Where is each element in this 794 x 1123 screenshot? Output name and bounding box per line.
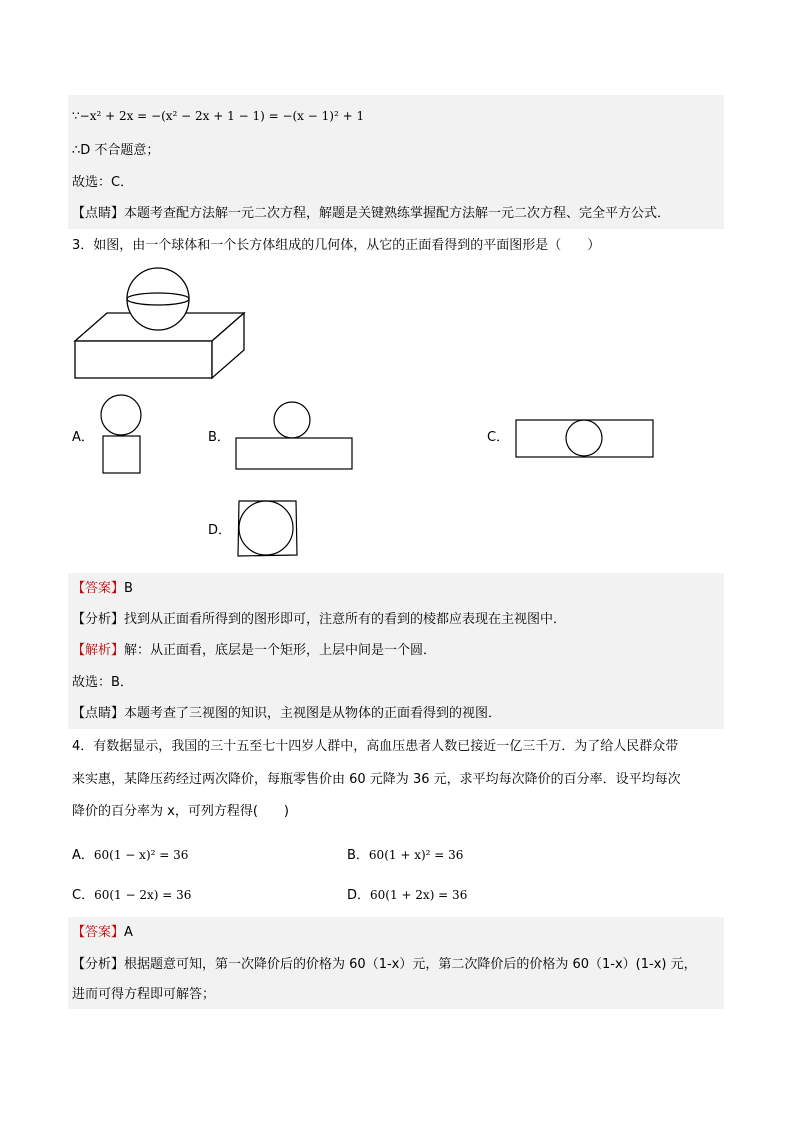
comment-tag: 【点睛】 <box>72 206 125 221</box>
q4-stem-line-1: 4．有数据显示，我国的三十五至七十四岁人群中，高血压患者人数已接近一亿三千万．为了给人民群众带 <box>72 739 679 754</box>
option-label: C． <box>72 888 95 903</box>
q3-option-d-figure <box>234 497 304 561</box>
q3-option-d-label: D． <box>208 523 232 538</box>
q3-option-c-figure <box>512 417 662 467</box>
q3-option-b-label: B． <box>208 430 230 445</box>
q3-stem: 3．如图，由一个球体和一个长方体组成的几何体，从它的正面看得到的平面图形是（ ） <box>72 238 601 253</box>
comment-text: 本题考查配方法解一元二次方程，解题是关键熟练掌握配方法解一元二次方程、完全平方公式． <box>124 206 671 221</box>
prev-comment <box>72 204 670 224</box>
option-expr: 60(1 − 2x) = 36 <box>94 888 192 902</box>
analysis-text: 找到从正面看所得到的图形即可，注意所有的看到的棱都应表现在主视图中． <box>124 612 567 627</box>
q4-stem-line-2: 来实惠，某降压药经过两次降价，每瓶零售价由 60 元降为 36 元，求平均每次降价的百分率．设平均每次 <box>72 772 681 787</box>
answer-value: A <box>124 925 133 940</box>
q3-analysis <box>72 610 566 630</box>
q4-option-b <box>347 845 463 866</box>
option-label: A． <box>72 848 94 863</box>
option-expr: 60(1 + 2x) = 36 <box>370 888 468 902</box>
prev-math-line: ∵−x² + 2x = −(x² − 2x + 1 − 1) = −(x − 1)² + 1 <box>72 109 365 123</box>
comment-tag: 【点睛】 <box>72 706 125 721</box>
q4-answer <box>72 923 133 943</box>
q4-option-a <box>72 845 188 866</box>
q4-option-c <box>72 885 191 906</box>
answer-value: B <box>124 581 133 596</box>
analysis-tag: 【分析】 <box>72 612 125 627</box>
analysis-text: 根据题意可知，第一次降价后的价格为 60（1-x）元，第二次降价后的价格为 60（1-x）(1-x) 元， <box>124 957 697 972</box>
option-label: D． <box>347 888 371 903</box>
q4-analysis-line-1 <box>72 955 697 975</box>
option-expr: 60(1 − x)² = 36 <box>93 848 189 862</box>
q3-option-b-figure <box>232 400 362 472</box>
analysis-tag: 【分析】 <box>72 957 125 972</box>
q3-solution <box>72 641 436 661</box>
option-expr: 60(1 + x)² = 36 <box>368 848 464 862</box>
prev-select: 故选：C． <box>72 175 134 190</box>
q3-option-a-label: A． <box>72 430 94 445</box>
q4-analysis-line-2: 进而可得方程即可解答； <box>72 987 216 1002</box>
q4-option-d <box>347 885 467 906</box>
solution-tag: 【解析】 <box>72 643 125 658</box>
q3-comment <box>72 704 501 724</box>
option-label: B． <box>347 848 369 863</box>
q3-option-c-label: C． <box>487 430 510 445</box>
q3-option-a-figure <box>96 394 156 474</box>
q4-stem-line-3: 降价的百分率为 x，可列方程得( ) <box>72 804 289 819</box>
answer-tag: 【答案】 <box>72 581 125 596</box>
answer-tag: 【答案】 <box>72 925 125 940</box>
q3-select: 故选：B． <box>72 675 133 690</box>
solution-text: 解：从正面看，底层是一个矩形，上层中间是一个圆． <box>124 643 437 658</box>
prev-conclusion: ∴D 不合题意； <box>72 143 160 158</box>
q3-answer <box>72 579 133 599</box>
comment-text: 本题考查了三视图的知识，主视图是从物体的正面看得到的视图． <box>124 706 502 721</box>
